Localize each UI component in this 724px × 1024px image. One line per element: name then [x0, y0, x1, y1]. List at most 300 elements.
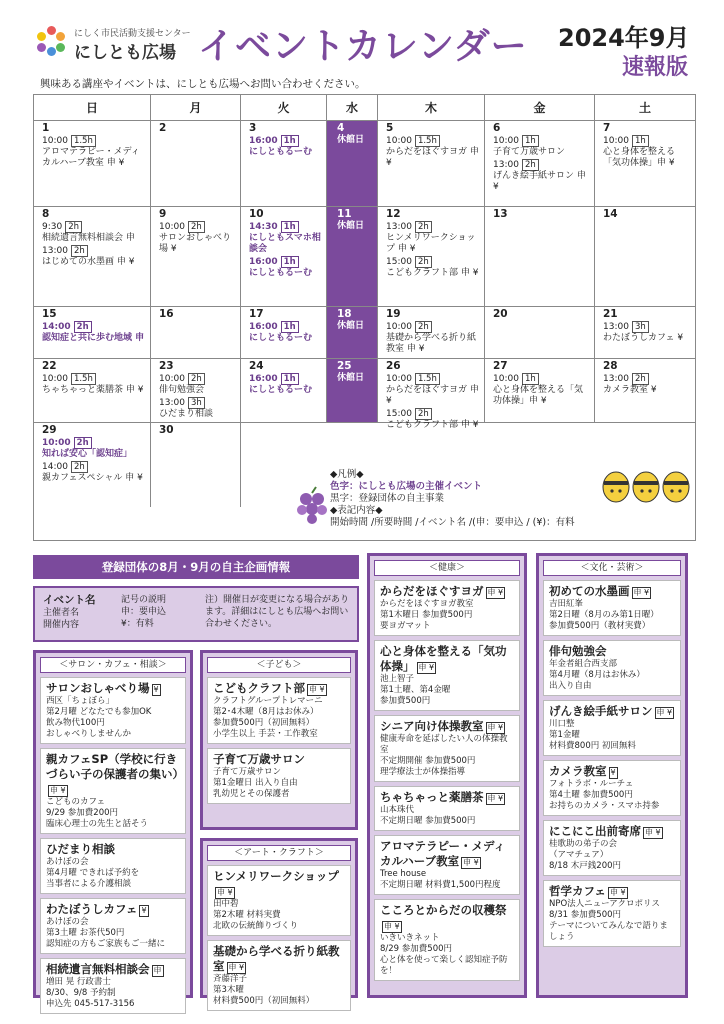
activity-card[interactable]: [543, 760, 681, 816]
calendar-event[interactable]: [386, 321, 480, 355]
calendar-day: [378, 359, 485, 430]
activity-card[interactable]: [207, 940, 351, 1011]
weekday-wed: 水: [327, 95, 378, 120]
day-number: 22: [42, 360, 57, 372]
event-name: 相続遺言無料相談会 申: [42, 233, 135, 243]
day-number: 2: [159, 122, 167, 134]
closed-day-label: 休館日: [337, 321, 365, 331]
day-number: 3: [249, 122, 257, 134]
culture-section: [536, 553, 688, 998]
day-number: 25: [337, 360, 352, 372]
activity-detail: 増田 晃 行政書士: [46, 977, 111, 987]
activity-marks: 申 ¥: [645, 828, 661, 837]
calendar-event[interactable]: [159, 221, 236, 255]
activity-name: [213, 752, 345, 767]
calendar-day: [151, 207, 241, 306]
activity-detail: 池上智子: [380, 674, 415, 684]
legend-black-line: 黒字：登録団体の自主事業: [330, 493, 445, 504]
calendar-event[interactable]: [159, 373, 236, 396]
event-duration: 2h: [65, 221, 82, 233]
event-time: 10:00: [603, 136, 629, 146]
event-name: 親カフェスペシャル 申 ¥: [42, 473, 143, 483]
activity-title: こころとからだの収穫祭: [380, 903, 507, 917]
day-number: 1: [42, 122, 50, 134]
calendar-event[interactable]: [42, 437, 146, 460]
event-name: ヒンメリワークショップ 申 ¥: [386, 233, 476, 254]
activity-card[interactable]: [374, 580, 520, 636]
schedule-caution: 注）開催日が変更になる場合があります。詳細はにしとも広場へお問い合わせください。: [205, 595, 350, 629]
calendar-day: [241, 307, 327, 358]
activity-card[interactable]: [543, 580, 681, 636]
activity-title: からだをほぐすヨガ: [380, 584, 484, 598]
activity-detail: お持ちのカメラ・スマホ持参: [549, 801, 660, 811]
activity-detail: Tree house: [380, 869, 427, 879]
day-number: 27: [493, 360, 508, 372]
day-number: 28: [603, 360, 618, 372]
calendar-day: [241, 359, 327, 422]
event-time: 14:00: [42, 462, 68, 472]
activity-detail: いきいきネット: [380, 933, 440, 943]
activity-detail: 材料費500円（初回無料）: [213, 996, 315, 1006]
event-time: 15:00: [386, 257, 412, 267]
calendar-day: [151, 121, 241, 206]
day-number: 30: [159, 424, 174, 436]
activity-title: こどもクラフト部: [213, 681, 305, 695]
event-time: 10:00: [493, 374, 519, 384]
calendar-day: [595, 207, 695, 306]
event-duration: 2h: [188, 221, 205, 233]
activity-name: [213, 869, 345, 899]
event-duration: 2h: [415, 256, 432, 268]
calendar-event[interactable]: [159, 397, 236, 420]
calendar-day: [34, 207, 151, 306]
activity-name: [380, 903, 514, 933]
event-duration: 2h: [522, 159, 539, 171]
calendar-day: [34, 307, 151, 358]
key-detail: 開催内容: [43, 620, 80, 630]
event-name: はじめての水墨画 申 ¥: [42, 257, 135, 267]
activity-detail: 飲み物代100円: [46, 718, 105, 728]
self-events-banner: 登録団体の8月・9月の自主企画情報: [33, 555, 359, 579]
calendar-event[interactable]: [603, 135, 691, 169]
calendar-day: [485, 121, 595, 206]
activity-detail: 不定期日曜 参加費500円: [380, 816, 476, 826]
weekday-fri: 金: [485, 95, 595, 120]
org-subtitle: にしく市民活動支援センター: [74, 29, 191, 39]
activity-name: [549, 584, 675, 599]
event-duration: 3h: [188, 397, 205, 409]
activity-detail: （アマチュア）: [549, 850, 609, 860]
day-number: 15: [42, 308, 57, 320]
activity-title: サロンおしゃべり場: [46, 681, 150, 695]
activity-detail: 参加費500円（初回無料）: [213, 718, 315, 728]
activity-marks: 申 ¥: [217, 888, 233, 897]
activity-detail: 小学生以上 手芸・工作教室: [213, 729, 318, 739]
event-name: わたぼうしカフェ ¥: [603, 333, 684, 343]
activity-title: シニア向け体操教室: [380, 719, 484, 733]
mark-key: [121, 594, 166, 630]
day-number: 17: [249, 308, 264, 320]
calendar-day: [327, 359, 378, 422]
closed-day-label: 休館日: [337, 135, 365, 145]
event-duration: 1h: [632, 135, 649, 147]
calendar-event[interactable]: [603, 321, 691, 344]
event-calendar: [33, 94, 696, 541]
activity-title: ひだまり相談: [46, 842, 115, 856]
activity-card[interactable]: [543, 880, 681, 947]
activity-card[interactable]: [374, 640, 520, 711]
calendar-event[interactable]: [42, 373, 146, 396]
event-time: 10:00: [386, 374, 412, 384]
activity-name: [46, 752, 184, 797]
calendar-event[interactable]: [42, 461, 146, 484]
activity-card[interactable]: [374, 899, 520, 981]
activity-name: [549, 884, 675, 899]
activity-title: 親カフェSP（学校に行きづらい子の保護者の集い）: [46, 752, 184, 781]
event-duration: 2h: [71, 461, 88, 473]
activity-name: [46, 842, 180, 857]
event-name: 心と身体を整える「気功体操」申 ¥: [603, 147, 676, 168]
event-time: 9:30: [42, 222, 63, 232]
event-name: ちゃちゃっと薬膳茶 申 ¥: [42, 385, 144, 395]
event-time: 16:00: [249, 136, 278, 146]
day-number: 7: [603, 122, 611, 134]
calendar-event[interactable]: [249, 256, 322, 279]
event-time: 13:00: [159, 398, 185, 408]
calendar-day: [327, 207, 378, 306]
activity-detail: 申込先 045-517-3156: [46, 999, 135, 1009]
activity-detail: おしゃべりしませんか: [46, 729, 132, 739]
closed-day-label: 休館日: [337, 373, 365, 383]
activity-card[interactable]: [40, 898, 186, 954]
calendar-event[interactable]: [42, 245, 146, 268]
closed-day-label: 休館日: [337, 221, 365, 231]
calendar-event[interactable]: [386, 135, 480, 169]
event-time: 10:00: [386, 322, 412, 332]
activity-detail: NPO法人ニューアクロポリス: [549, 899, 660, 909]
key-organizer: 主催者名: [43, 608, 80, 618]
activity-card[interactable]: [207, 677, 351, 744]
activity-detail: 第1金曜日 出入り自由: [213, 778, 298, 788]
event-duration: 2h: [74, 437, 92, 449]
activity-detail: 田中碧: [213, 899, 239, 909]
activity-card[interactable]: [543, 700, 681, 756]
activity-card[interactable]: [543, 820, 681, 876]
event-name: サロンおしゃべり場 ¥: [159, 233, 232, 254]
calendar-day: [151, 359, 241, 422]
activity-card[interactable]: [40, 677, 186, 744]
calendar-day: [595, 307, 695, 358]
calendar-day: [151, 307, 241, 358]
event-duration: 1.5h: [71, 135, 96, 147]
activity-detail: あけぼの会: [46, 857, 89, 867]
event-time: 10:00: [493, 136, 519, 146]
activity-marks: ¥: [141, 906, 147, 915]
activity-detail: 8/31 参加費500円: [549, 910, 622, 920]
calendar-event[interactable]: [42, 221, 146, 244]
activity-marks: 申 ¥: [50, 786, 66, 795]
calendar-event[interactable]: [386, 373, 480, 407]
activity-name: [380, 584, 514, 599]
section-title: ＜子ども＞: [207, 657, 351, 673]
day-number: 12: [386, 208, 401, 220]
activity-detail: 山本珠代: [380, 805, 415, 815]
calendar-day: [241, 207, 327, 306]
event-time: 16:00: [249, 374, 278, 384]
weekday-mon: 月: [151, 95, 241, 120]
activity-detail: 臨床心理士の先生と話そう: [46, 819, 149, 829]
entry-format-key: [43, 594, 96, 631]
calendar-week-row: [34, 307, 695, 359]
day-number: 23: [159, 360, 174, 372]
day-number: 19: [386, 308, 401, 320]
activity-detail: 第2日曜（8月のみ第1日曜）: [549, 610, 659, 620]
calendar-event[interactable]: [493, 159, 590, 193]
weekday-thu: 木: [378, 95, 485, 120]
activity-title: 哲学カフェ: [549, 884, 606, 898]
event-duration: 2h: [415, 408, 432, 420]
section-title: ＜サロン・カフェ・相談＞: [40, 657, 186, 673]
calendar-day: [485, 359, 595, 422]
activity-marks: 申 ¥: [384, 922, 400, 931]
mark-key-title: 記号の説明: [121, 595, 167, 605]
activity-marks: 申 ¥: [487, 588, 504, 597]
calendar-month: 2024年9月: [558, 24, 690, 52]
health-section: [367, 553, 527, 998]
event-duration: 2h: [415, 321, 432, 333]
legend-notation-title: ◆表記内容◆: [330, 505, 383, 516]
activity-detail: 桂歌助の弟子の会: [549, 839, 618, 849]
activity-detail: 斉藤洋子: [213, 974, 248, 984]
activity-marks: 申 ¥: [633, 588, 650, 597]
activity-detail: 第2･4木曜（8月はお休み）: [213, 707, 319, 717]
event-name: ひだまり相談: [159, 409, 214, 419]
activity-detail: 材料費800円 初回無料: [549, 741, 636, 751]
event-time: 16:00: [249, 322, 278, 332]
activity-marks: ¥: [610, 768, 616, 777]
event-name: 俳句勉強会: [159, 385, 205, 395]
activity-marks: 申 ¥: [609, 888, 626, 897]
activity-card[interactable]: [374, 835, 520, 895]
activity-card[interactable]: [543, 640, 681, 696]
activity-detail: 健康寿命を延ばしたい人の体操教室: [380, 734, 508, 755]
calendar-week-row: [34, 207, 695, 307]
calendar-day: [151, 423, 241, 507]
calendar-event[interactable]: [249, 135, 322, 158]
day-number: 18: [337, 308, 352, 320]
event-time: 15:00: [386, 409, 412, 419]
activity-card[interactable]: [374, 786, 520, 831]
event-duration: 1h: [281, 135, 299, 147]
calendar-day: [378, 121, 485, 206]
event-name: にしともるーむ: [249, 385, 313, 395]
activity-card[interactable]: [40, 838, 186, 894]
event-time: 13:00: [603, 374, 629, 384]
calendar-day: [34, 423, 151, 507]
weekday-sat: 土: [638, 101, 651, 115]
activity-detail: 北欧の伝統飾りづくり: [213, 921, 299, 931]
activity-detail: 出入り自由: [549, 681, 592, 691]
event-name: 子育て万歳サロン: [493, 147, 566, 157]
day-number: 14: [603, 208, 618, 220]
activity-detail: 当事者による介護相談: [46, 879, 132, 889]
event-name: にしともるーむ: [249, 147, 313, 157]
activity-title: 心と身体を整える「気功体操」: [380, 644, 507, 673]
event-duration: 1h: [281, 256, 299, 268]
event-duration: 2h: [74, 321, 92, 333]
event-duration: 1.5h: [71, 373, 96, 385]
activity-name: [549, 824, 675, 839]
event-name: にしともるーむ: [249, 333, 313, 343]
activity-title: 俳句勉強会: [549, 644, 607, 658]
calendar-event[interactable]: [386, 256, 480, 279]
inquiry-note: 興味ある講座やイベントは、にしとも広場へお問い合わせください。: [40, 78, 366, 90]
event-name: こどもクラフト部 申 ¥: [386, 420, 479, 430]
calendar-day: [485, 307, 595, 358]
section-title: ＜アート・クラフト＞: [207, 845, 351, 861]
calendar-week-row: [34, 423, 695, 507]
event-duration: 2h: [415, 221, 432, 233]
event-name: にしともるーむ: [249, 268, 313, 278]
event-duration: 1.5h: [415, 373, 440, 385]
calendar-day: [34, 359, 151, 422]
calendar-event[interactable]: [249, 221, 322, 255]
calendar-day: [327, 121, 378, 206]
event-name: 基礎から学べる折り紙教室 申 ¥: [386, 333, 477, 354]
calendar-event[interactable]: [249, 373, 322, 396]
calendar-day: [595, 121, 695, 206]
activity-name: [46, 962, 180, 977]
legend-title: ◆凡例◆: [330, 469, 364, 480]
event-duration: 1h: [281, 321, 299, 333]
calendar-event[interactable]: [493, 135, 590, 158]
event-name: アロマテラピー・メディカルハーブ教室 申 ¥: [42, 147, 140, 168]
activity-detail: 8/30、9/8 予約制: [46, 988, 116, 998]
event-name: 知れば安心「認知症」: [42, 449, 133, 459]
activity-card[interactable]: [207, 748, 351, 804]
day-number: 10: [249, 208, 264, 220]
event-duration: 2h: [188, 373, 205, 385]
event-time: 14:00: [42, 322, 71, 332]
activity-name: [380, 644, 514, 674]
activity-title: ヒンメリワークショップ: [213, 869, 339, 883]
calendar-day: [378, 207, 485, 306]
event-duration: 1h: [281, 221, 299, 233]
event-time: 14:30: [249, 222, 278, 232]
event-name: こどもクラフト部 申 ¥: [386, 268, 479, 278]
activity-name: [46, 902, 180, 917]
activity-detail: 理学療法士が体操指導: [380, 767, 466, 777]
calendar-event[interactable]: [493, 373, 590, 407]
org-name: にしとも広場: [74, 43, 176, 63]
activity-marks: 申 ¥: [309, 685, 325, 694]
activity-name: [380, 839, 514, 869]
day-number: 21: [603, 308, 618, 320]
calendar-event[interactable]: [42, 135, 146, 169]
activity-title: 基礎から学べる折り紙教室: [213, 944, 340, 973]
activity-title: 初めての水墨画: [549, 584, 630, 598]
activity-detail: こどものカフェ: [46, 797, 106, 807]
event-name: げんき絵手紙サロン 申 ¥: [493, 171, 586, 192]
activity-detail: フォトラボ・ルーチェ: [549, 779, 634, 789]
activity-detail: 第1金曜: [549, 730, 580, 740]
activity-title: ちゃちゃっと薬膳茶: [380, 790, 484, 804]
event-time: 10:00: [42, 136, 68, 146]
activity-detail: 第4土曜 参加費500円: [549, 790, 633, 800]
day-number: 29: [42, 424, 57, 436]
day-number: 4: [337, 122, 345, 134]
kids-section: [200, 650, 358, 830]
activity-marks: 申 ¥: [487, 723, 504, 732]
activity-detail: 第4月曜 できれば予約を: [46, 868, 140, 878]
activity-detail: クラフトグループトレマーニ: [213, 696, 323, 706]
weekday-tue: 火: [241, 95, 327, 120]
activity-detail: 心と体を使って楽しく認知症予防を！: [380, 955, 508, 976]
calendar-week-row: [34, 121, 695, 207]
activity-name: [46, 681, 180, 696]
activity-marks: 申 ¥: [463, 858, 479, 867]
activity-marks: 申: [153, 966, 162, 975]
activity-detail: 参加費500円（教材実費）: [549, 621, 651, 631]
calendar-event[interactable]: [386, 221, 480, 255]
activity-detail: 9/29 参加費200円: [46, 808, 119, 818]
legend-cell: [241, 423, 695, 507]
day-number: 13: [493, 208, 508, 220]
activity-card[interactable]: [40, 748, 186, 834]
day-number: 11: [337, 208, 352, 220]
activity-title: 子育て万歳サロン: [213, 752, 305, 766]
event-name: カメラ教室 ¥: [603, 385, 657, 395]
event-duration: 2h: [632, 373, 649, 385]
activity-title: わたぼうしカフェ: [46, 902, 138, 916]
calendar-event[interactable]: [42, 321, 146, 344]
activity-marks: 申 ¥: [418, 663, 435, 672]
section-title: ＜健康＞: [374, 560, 520, 576]
activity-name: [549, 704, 675, 719]
event-time: 13:00: [603, 322, 629, 332]
activity-detail: 認知症の方もご家族もご一緒に: [46, 939, 166, 949]
activity-name: [213, 944, 345, 974]
activity-title: げんき絵手紙サロン: [549, 704, 653, 718]
event-name: にしともスマホ相談会: [249, 233, 321, 254]
activity-detail: 西区「ちょぼら」: [46, 696, 115, 706]
page-title: イベントカレンダー: [198, 26, 528, 67]
event-time: 10:00: [386, 136, 412, 146]
activity-marks: ¥: [153, 685, 159, 694]
event-time: 16:00: [249, 257, 278, 267]
activity-detail: 吉田紅峯: [549, 599, 584, 609]
calendar-event[interactable]: [249, 321, 322, 344]
event-duration: 1h: [281, 373, 299, 385]
event-name: からだをほぐすヨガ 申 ¥: [386, 385, 479, 406]
weekday-header: [34, 95, 695, 121]
activity-card[interactable]: [207, 865, 351, 936]
activity-title: アロマテラピー・メディカルハーブ教室: [380, 839, 506, 868]
activity-card[interactable]: [40, 958, 186, 1014]
activity-detail: 8/29 参加費500円: [380, 944, 453, 954]
event-time: 13:00: [386, 222, 412, 232]
activity-title: にこにこ出前寄席: [549, 824, 641, 838]
section-title: ＜文化・芸術＞: [543, 560, 681, 576]
activity-detail: 参加費500円: [380, 696, 431, 706]
event-time: 13:00: [42, 246, 68, 256]
day-number: 16: [159, 308, 174, 320]
event-time: 10:00: [159, 222, 185, 232]
calendar-event[interactable]: [603, 373, 691, 396]
entry-key-box: [33, 586, 359, 642]
activity-card[interactable]: [374, 715, 520, 782]
activity-name: [549, 764, 675, 779]
